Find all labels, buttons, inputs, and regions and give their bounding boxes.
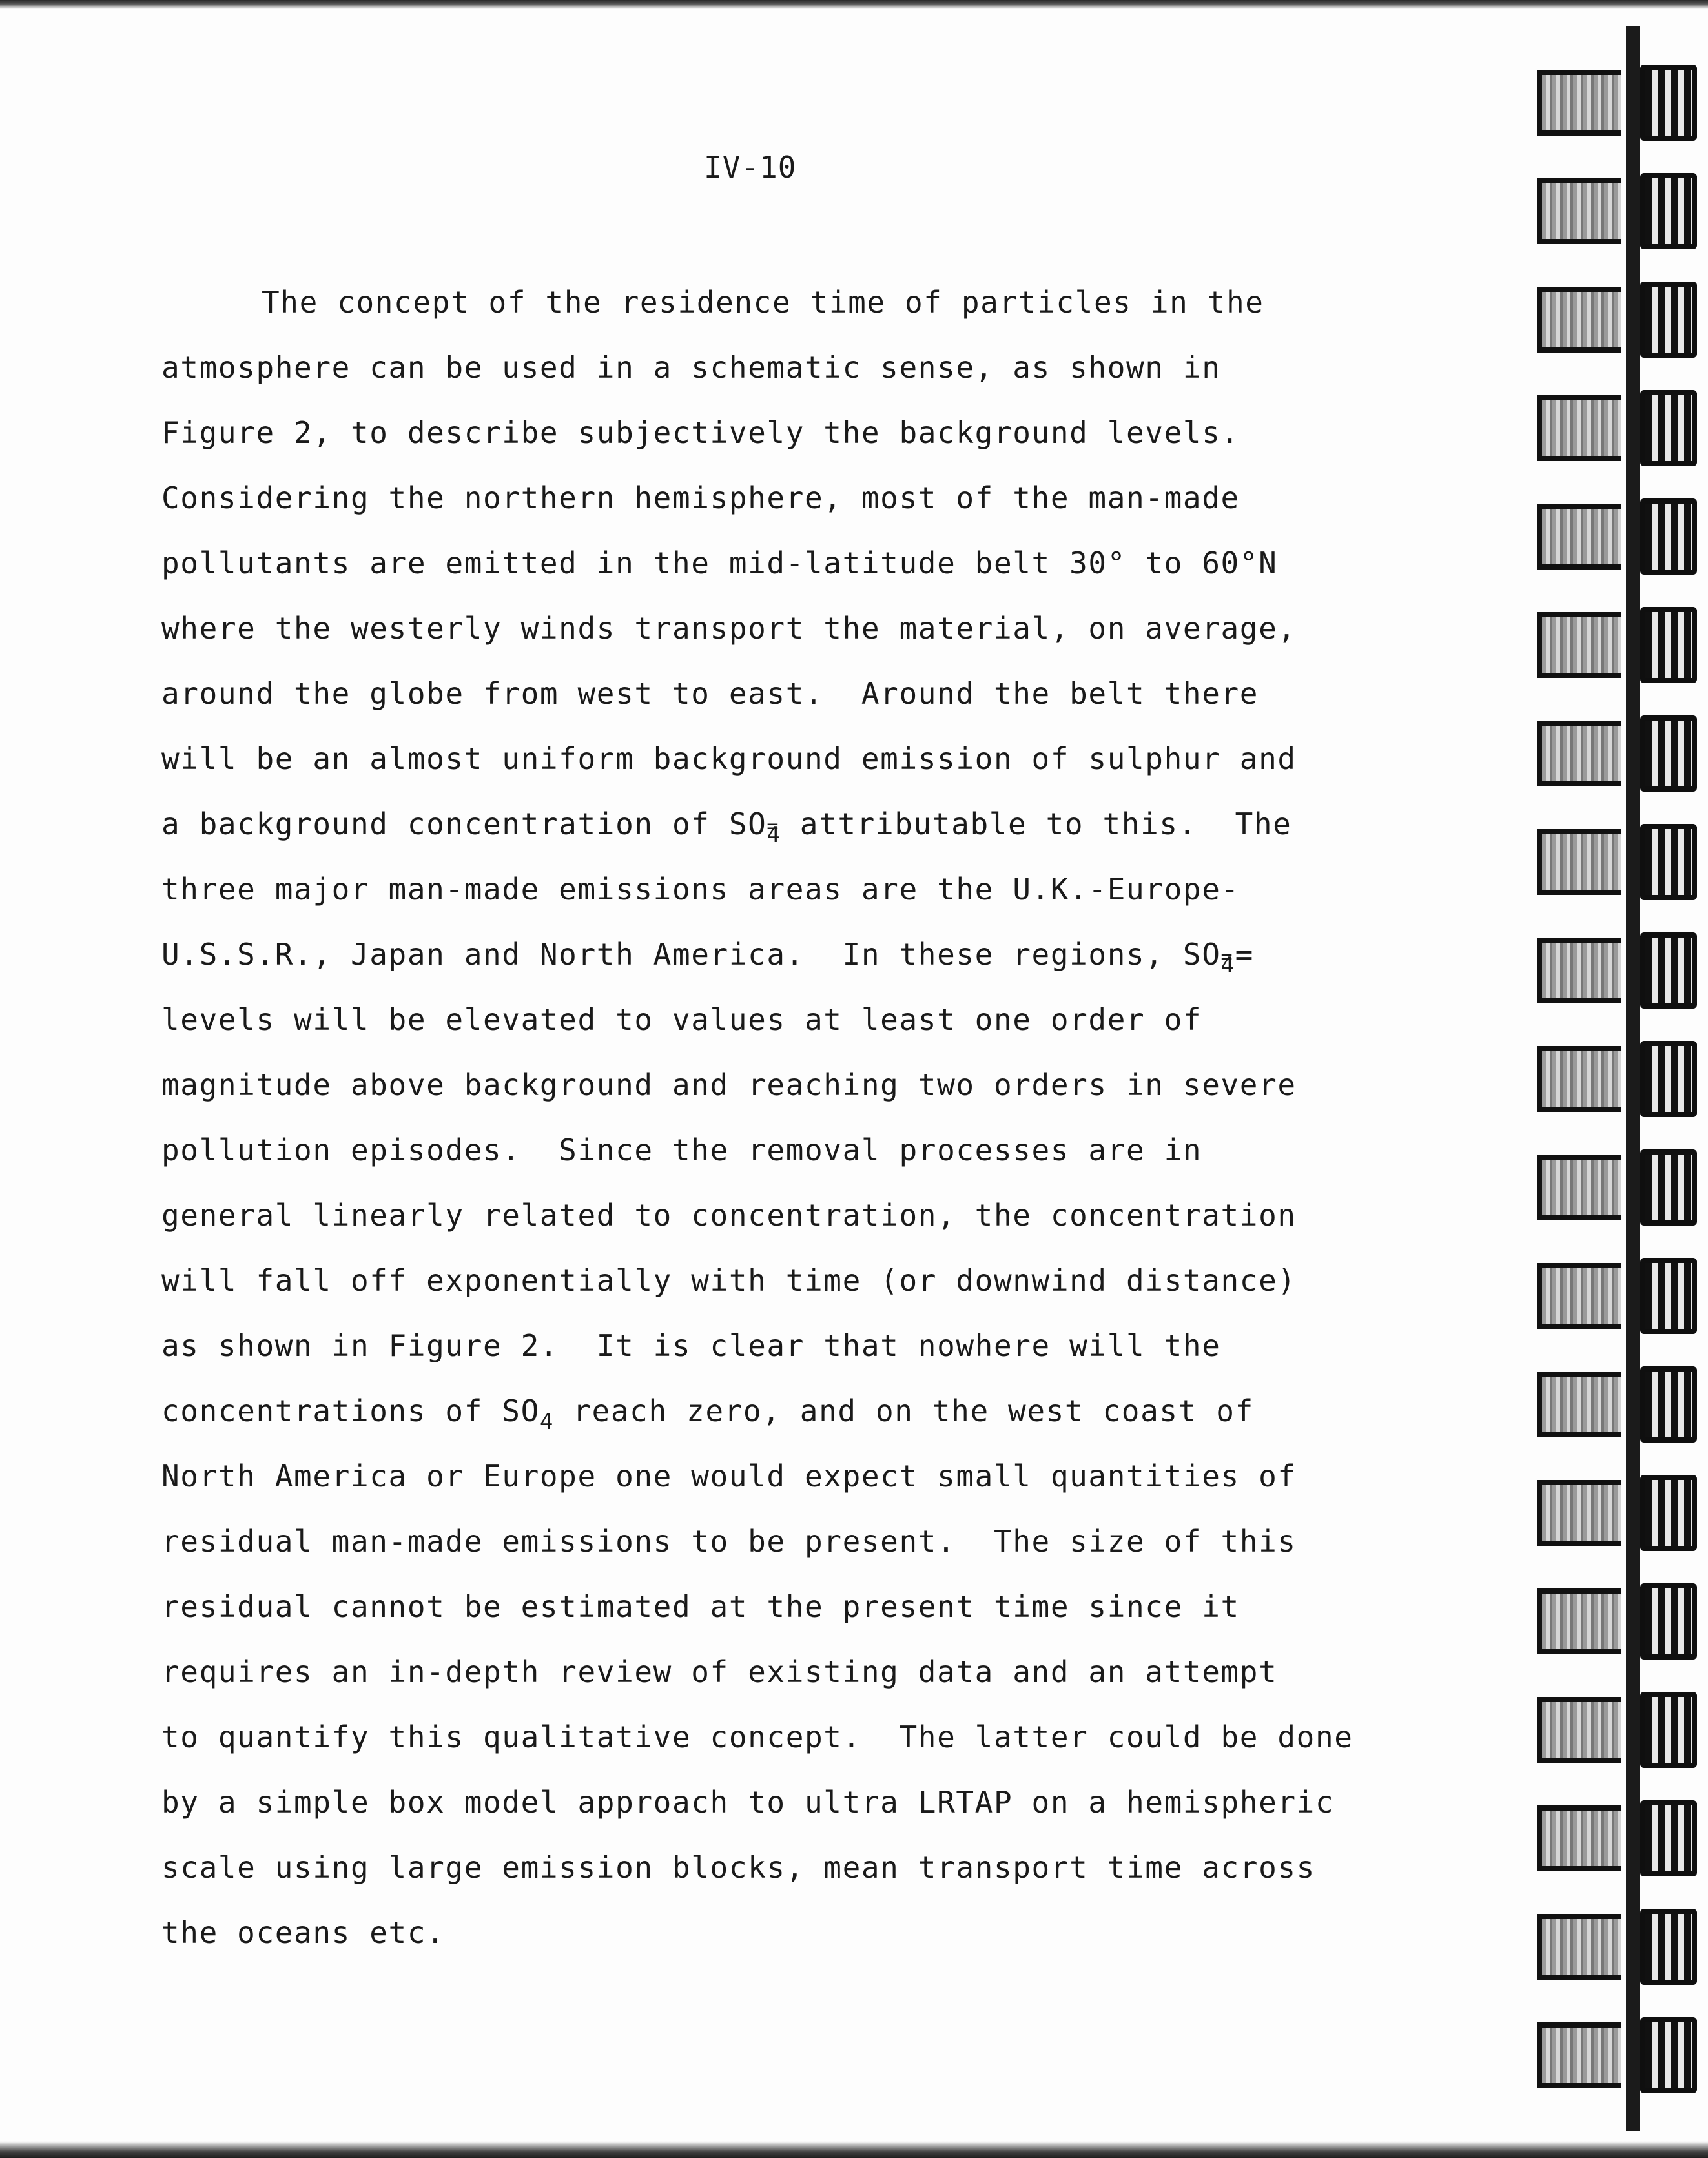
binding-ring xyxy=(1537,1692,1698,1768)
binding-ring-right xyxy=(1640,1909,1697,1985)
text-line: general linearly related to concentration, the concentration xyxy=(161,1198,1297,1233)
binding-ring-left xyxy=(1537,721,1621,786)
binding-ring-right xyxy=(1640,1149,1697,1226)
binding-ring-right xyxy=(1640,715,1697,792)
binding-ring xyxy=(1537,824,1698,900)
binding-ring-left xyxy=(1537,829,1621,895)
binding-ring-left xyxy=(1537,1588,1621,1654)
binding-ring xyxy=(1537,1475,1698,1551)
binding-ring-right xyxy=(1640,1366,1697,1443)
binding-ring xyxy=(1537,1149,1698,1226)
binding-ring-right xyxy=(1640,282,1697,358)
text-line: where the westerly winds transport the material, on average, xyxy=(161,611,1297,646)
text-line: pollution episodes. Since the removal processes are in xyxy=(161,1133,1202,1167)
text-line: three major man-made emissions areas are the U.K.-Europe- xyxy=(161,872,1240,907)
text-line: U.S.S.R., Japan and North America. In these regions, SO= $_4$= xyxy=(161,922,1388,987)
binding-ring-right xyxy=(1640,824,1697,900)
binding-ring-left xyxy=(1537,1480,1621,1546)
binding-ring-right xyxy=(1640,1475,1697,1551)
binding-ring-left xyxy=(1537,395,1621,461)
body-paragraph xyxy=(161,270,1388,1966)
binding-ring xyxy=(1537,1909,1698,1985)
binding-ring-left xyxy=(1537,70,1621,136)
sulfate-subscript: = $_4$ xyxy=(1220,952,1235,978)
binding-ring xyxy=(1537,932,1698,1009)
binding-ring-right xyxy=(1640,1583,1697,1660)
text-line: residual cannot be estimated at the present time since it xyxy=(161,1589,1240,1624)
binding-ring xyxy=(1537,2017,1698,2093)
text-line: concentrations of $SO_4$ reach zero, and on the west coast of xyxy=(161,1393,1254,1435)
binding-ring xyxy=(1537,173,1698,249)
binding-ring xyxy=(1537,1583,1698,1660)
binding-ring-left xyxy=(1537,1697,1621,1763)
binding-ring-left xyxy=(1537,1805,1621,1871)
binding-ring-right xyxy=(1640,932,1697,1009)
text-line: residual man-made emissions to be present. The size of this xyxy=(161,1524,1297,1559)
binding-ring xyxy=(1537,498,1698,575)
text-line: magnitude above background and reaching two orders in severe xyxy=(161,1067,1297,1102)
text-line: will fall off exponentially with time (or downwind distance) xyxy=(161,1263,1297,1298)
scan-bottom-edge xyxy=(0,2141,1708,2158)
binding-ring xyxy=(1537,65,1698,141)
binding-ring-left xyxy=(1537,612,1621,678)
binding-ring-left xyxy=(1537,504,1621,570)
text-line: scale using large emission blocks, mean transport time across xyxy=(161,1850,1315,1885)
text-line: by a simple box model approach to ultra LRTAP on a hemispheric xyxy=(161,1785,1335,1820)
binding-ring-right xyxy=(1640,1258,1697,1334)
text-line: to quantify this qualitative concept. The latter could be done xyxy=(161,1720,1353,1754)
binding-ring-right xyxy=(1640,1692,1697,1768)
text-line: will be an almost uniform background emission of sulphur and xyxy=(161,741,1297,776)
binding-ring xyxy=(1537,715,1698,792)
text-line: the oceans etc. xyxy=(161,1915,446,1950)
binding-ring-right xyxy=(1640,2017,1697,2093)
text-line: requires an in-depth review of existing data and an attempt xyxy=(161,1654,1278,1689)
binding-ring-left xyxy=(1537,1046,1621,1112)
binding-ring-left xyxy=(1537,287,1621,353)
text-line: pollutants are emitted in the mid-latitude belt 30° to 60°N xyxy=(161,546,1278,581)
binding-ring-left xyxy=(1537,1914,1621,1980)
page-number: IV-10 xyxy=(704,150,797,185)
binding-ring-left xyxy=(1537,178,1621,244)
binding-ring xyxy=(1537,390,1698,466)
binding-ring xyxy=(1537,1800,1698,1876)
binding-ring-right xyxy=(1640,498,1697,575)
text-line: as shown in Figure 2. It is clear that nowhere will the xyxy=(161,1328,1221,1363)
binding-ring-left xyxy=(1537,1372,1621,1437)
text-line: a background concentration of SO= $_4$ attributable to this. The xyxy=(161,792,1388,857)
binding-ring xyxy=(1537,607,1698,683)
binding-ring-right xyxy=(1640,173,1697,249)
text-line: around the globe from west to east. Around the belt there xyxy=(161,676,1259,711)
binding-ring-right xyxy=(1640,607,1697,683)
spiral-binding xyxy=(1537,0,1708,2158)
text-line: levels will be elevated to values at least one order of xyxy=(161,1002,1202,1037)
binding-ring-right xyxy=(1640,1041,1697,1117)
text-line: The concept of the residence time of particles in the xyxy=(262,285,1264,320)
binding-ring xyxy=(1537,1041,1698,1117)
binding-ring-right xyxy=(1640,65,1697,141)
binding-ring-right xyxy=(1640,1800,1697,1876)
binding-ring-left xyxy=(1537,938,1621,1003)
text-line: atmosphere can be used in a schematic sense, as shown in xyxy=(161,350,1221,385)
scan-top-edge xyxy=(0,0,1708,9)
binding-ring xyxy=(1537,1366,1698,1443)
sulfate-subscript: 4 xyxy=(539,1409,554,1435)
binding-ring-left xyxy=(1537,2022,1621,2088)
binding-ring xyxy=(1537,282,1698,358)
text-line: North America or Europe one would expect small quantities of xyxy=(161,1459,1297,1494)
sulfate-subscript: = $_4$ xyxy=(767,822,781,848)
binding-ring-right xyxy=(1640,390,1697,466)
text-line: Considering the northern hemisphere, most of the man-made xyxy=(161,480,1240,515)
binding-ring xyxy=(1537,1258,1698,1334)
text-line: Figure 2, to describe subjectively the background levels. xyxy=(161,415,1240,450)
binding-ring-left xyxy=(1537,1155,1621,1220)
binding-ring-left xyxy=(1537,1263,1621,1329)
